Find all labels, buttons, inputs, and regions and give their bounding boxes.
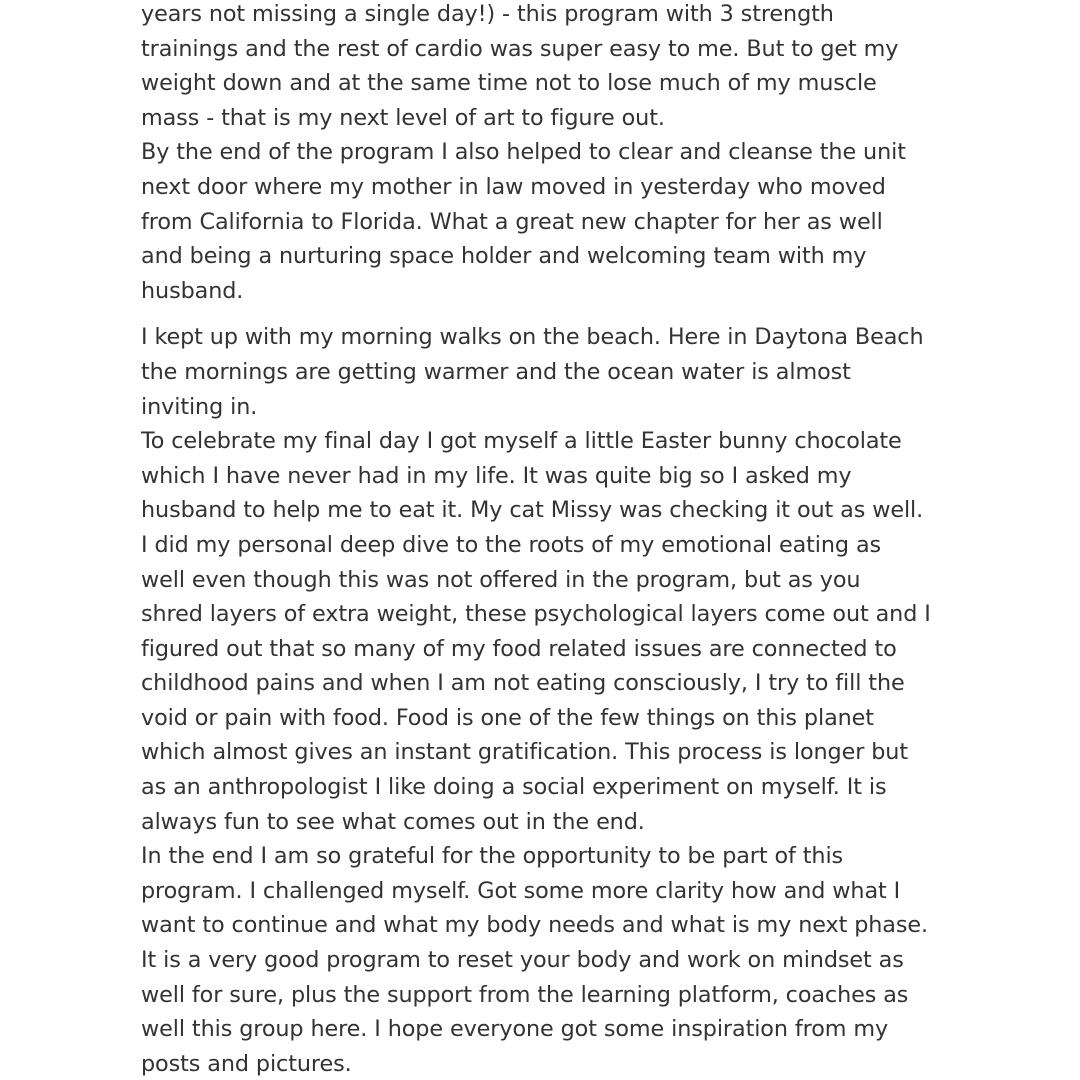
text-line: figured out that so many of my food related issues are connected to xyxy=(141,635,897,662)
text-line: trainings and the rest of cardio was super easy to me. But to get my xyxy=(141,35,899,62)
text-line: I did my personal deep dive to the roots of my emotional eating as xyxy=(141,531,882,558)
text-line: which almost gives an instant gratification. This process is longer but xyxy=(141,739,908,766)
text-line: the mornings are getting warmer and the ocean water is almost xyxy=(141,358,851,385)
text-line: husband. xyxy=(141,277,244,304)
text-line: inviting in. xyxy=(141,393,258,420)
text-line: and being a nurturing space holder and welcoming team with my xyxy=(141,243,867,270)
text-line: void or pain with food. Food is one of the few things on this planet xyxy=(141,704,874,731)
text-line: childhood pains and when I am not eating consciously, I try to fill the xyxy=(141,670,905,697)
text-line: from California to Florida. What a great new chapter for her as well xyxy=(141,208,883,235)
text-line: I kept up with my morning walks on the beach. Here in Daytona Beach xyxy=(141,324,924,351)
text-line: years not missing a single day!) - this program with 3 strength xyxy=(141,1,834,27)
post-paragraph-1 xyxy=(141,0,961,308)
text-line: program. I challenged myself. Got some more clarity how and what I xyxy=(141,877,901,904)
text-line: want to continue and what my body needs and what is my next phase. xyxy=(141,912,928,939)
text-line: It is a very good program to reset your body and work on mindset as xyxy=(141,947,904,974)
text-line: which I have never had in my life. It was quite big so I asked my xyxy=(141,462,852,489)
text-line: always fun to see what comes out in the end. xyxy=(141,808,645,835)
post-paragraph-2 xyxy=(141,320,961,1080)
text-line: well even though this was not offered in the program, but as you xyxy=(141,566,861,593)
text-line: In the end I am so grateful for the opportunity to be part of this xyxy=(141,843,844,870)
text-line: next door where my mother in law moved in yesterday who moved xyxy=(141,173,886,200)
text-line: posts and pictures. xyxy=(141,1050,352,1077)
text-line: husband to help me to eat it. My cat Missy was checking it out as well. xyxy=(141,497,924,524)
text-line: as an anthropologist I like doing a social experiment on myself. It is xyxy=(141,774,887,801)
post-body xyxy=(141,0,961,1080)
text-line: well for sure, plus the support from the learning platform, coaches as xyxy=(141,981,909,1008)
text-line: To celebrate my final day I got myself a little Easter bunny chocolate xyxy=(141,428,902,455)
text-line: shred layers of extra weight, these psychological layers come out and I xyxy=(141,601,931,628)
text-line: weight down and at the same time not to lose much of my muscle xyxy=(141,70,877,97)
text-line: mass - that is my next level of art to figure out. xyxy=(141,104,665,131)
text-line: By the end of the program I also helped to clear and cleanse the unit xyxy=(141,139,906,166)
text-line: well this group here. I hope everyone got some inspiration from my xyxy=(141,1016,889,1043)
